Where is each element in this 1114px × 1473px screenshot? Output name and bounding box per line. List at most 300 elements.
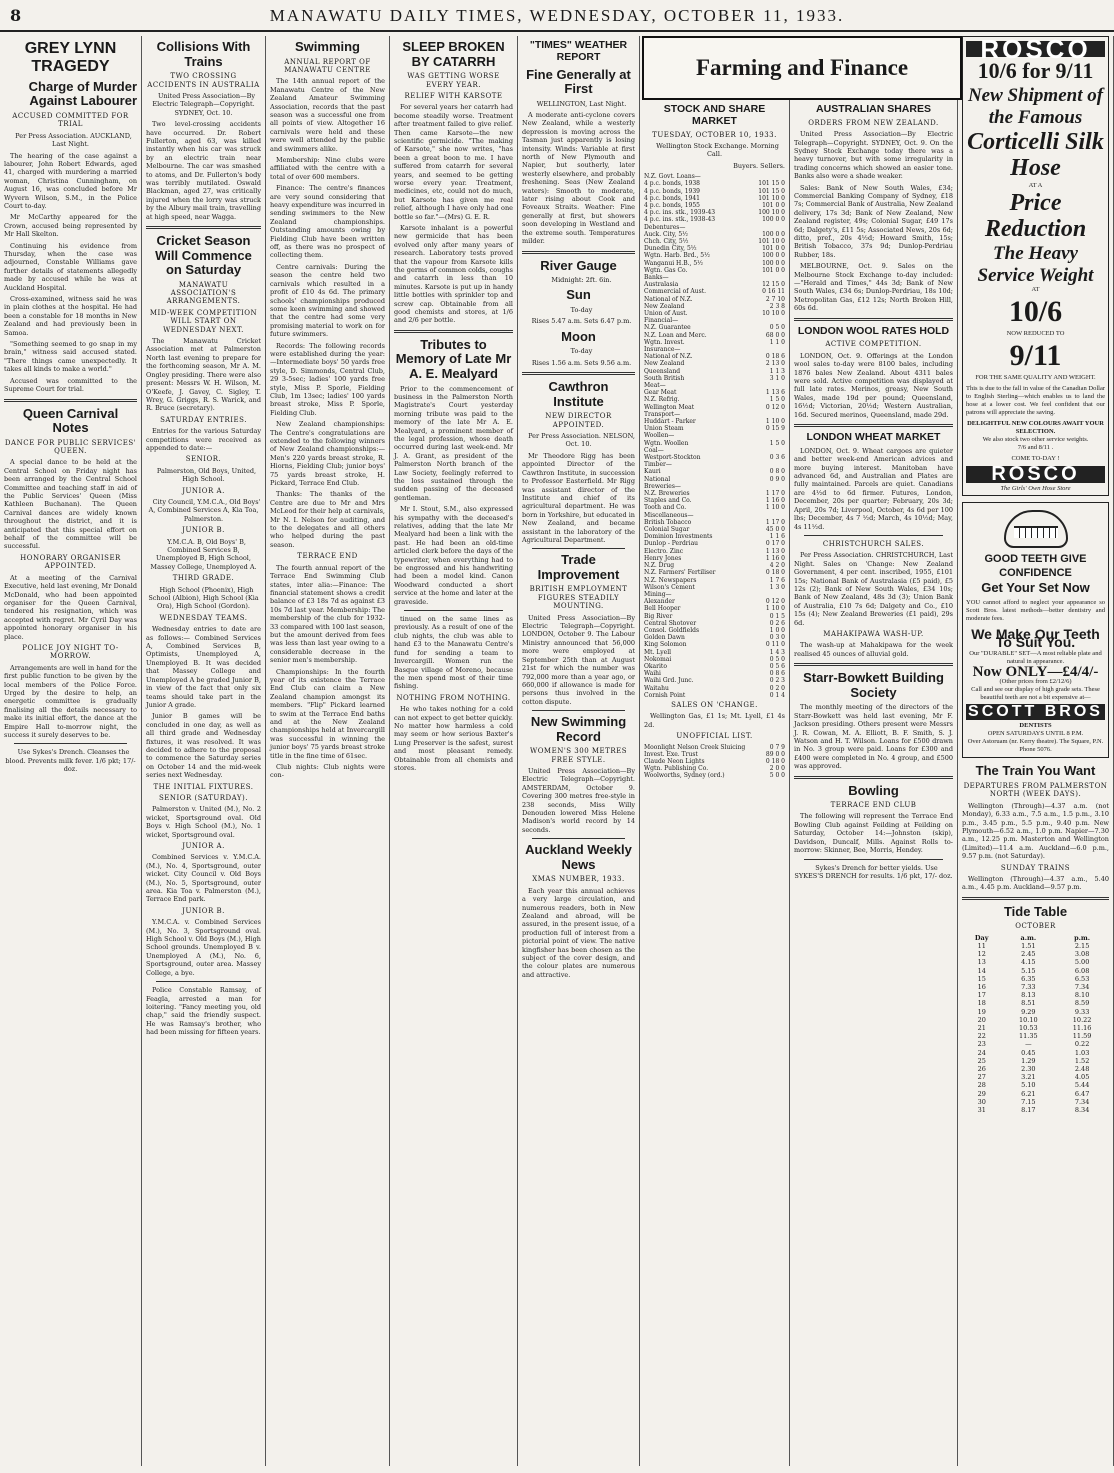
table-cell: 4 p.c. bonds, 1938 (644, 180, 700, 188)
table-cell: 12 15 0 (762, 281, 785, 289)
tide-cell: 30 (977, 1097, 986, 1106)
ad-headline: GOOD TEETH GIVE CONFIDENCE (984, 552, 1087, 580)
dateline: Per Press Association. NELSON, Oct. 10. (528, 432, 635, 449)
tide-cell: 6.35 (1021, 974, 1036, 983)
article-text: A special dance to be held at the Central School on Friday night has been arranged by the Central School Committee and teaching staff in aid of the Public Services' Queen (Miss Kathleen Buchanan). The Queen Carnival dances are widely known throughout the district, and it is anticipated that this special effort on behalf of the committee will be successful. (4, 458, 137, 551)
tide-row (962, 1024, 1109, 1032)
divider (4, 399, 137, 402)
tide-cell: 21 (977, 1023, 986, 1032)
table-cell: 4 p.c. ins. stk., 1938-43 (644, 216, 716, 224)
subhead: HONORARY ORGANISER APPOINTED. (20, 553, 121, 571)
table-row (644, 353, 785, 360)
table-cell: Woolworths, Sydney (ord.) (644, 772, 725, 780)
tide-cell: 0.45 (1021, 1048, 1036, 1057)
divider (532, 838, 625, 839)
subhead: RELIEF WITH KARSOTE (404, 91, 503, 100)
article-text: Wednesday entries to date are as follows:— Combined Services A, Combined Services B, Optimists, Unemployed A, Unemployed B. It was decided that Massey College and Unemployed A be graded Junior B, in view of the fact that only six teams should take part in the Junior A grade. (146, 625, 261, 709)
grade-label: JUNIOR A. (182, 486, 225, 495)
table-row (644, 476, 785, 483)
tide-cell: 10.53 (1019, 1023, 1038, 1032)
table-row (644, 188, 785, 195)
table-cell: 5 0 0 (769, 772, 785, 780)
tide-cell: 25 (977, 1056, 986, 1065)
scott-bros-dentists-ad (962, 502, 1109, 759)
table-cell: 10 10 0 (762, 309, 785, 317)
table-cell: 4 p.c. ins. stk., 1939-43 (644, 209, 716, 217)
table-cell: 0 9 0 (769, 475, 785, 483)
table-cell (747, 447, 785, 454)
subhead: TWO CROSSING ACCIDENTS IN AUSTRALIA (147, 72, 260, 89)
ad-text: AT A (1028, 181, 1043, 189)
table-cell: Okarito (644, 662, 667, 670)
headline-moon: Moon (561, 328, 596, 344)
grade-label: THIRD GRADE. (172, 574, 235, 583)
table-cell: New Zealand (644, 302, 685, 310)
table-cell: Union of Aust. (644, 309, 688, 317)
headline-cawthron: Cawthron Institute (548, 379, 609, 409)
grade-label: JUNIOR B. (182, 906, 225, 915)
table-row (644, 396, 785, 403)
table-cell: N.Z. Breweries (644, 490, 690, 498)
table-cell: 0 15 9 (765, 425, 785, 433)
table-cell: Waitahu (644, 684, 669, 692)
market-columns: Buyers. Sellers. (733, 161, 785, 170)
ad-headline: 10/6 for 9/11 (977, 58, 1094, 84)
table-row (644, 591, 785, 598)
table-row (644, 411, 785, 418)
tide-month: OCTOBER (1015, 922, 1056, 931)
ad-text: New Shipment of the Famous (967, 85, 1104, 129)
table-cell: 1 17 0 (765, 518, 785, 526)
tide-cell: 7.34 (1074, 1097, 1090, 1106)
tide-row (962, 1081, 1109, 1089)
table-cell: 101 10 0 (758, 194, 785, 202)
table-row (644, 173, 785, 180)
unofficial-table (644, 744, 785, 780)
table-row (644, 598, 785, 605)
table-cell: 1 1 0 (769, 338, 785, 346)
headline-train: The Train You Want (975, 763, 1096, 779)
ad-text: Over Astoruam (nr. Kerry theatre). The Square, P.N. Phone 5076. (967, 738, 1104, 754)
banner-title: Farming and Finance (695, 55, 909, 80)
table-cell: Golden Dawn (644, 634, 685, 642)
ad-text: This is due to the fall in value of the Canadian Dollar to English Sterling—which enables us to land the hose at a lower cost. We feel confident that our patrons will appreciate the saving. (966, 385, 1105, 417)
article-text: Arrangements are well in hand for the first public function to be given by the local members of the Police Force. Urged by the desire to help, an energetic committee is gradually finalising all the details necessary to make its initial effort, the dance at the Empire Hall to-morrow night, the success it surely deserves to be. (4, 663, 137, 739)
table-cell: Henry Jones (644, 554, 682, 562)
table-cell: 1 4 3 (769, 648, 785, 656)
divider (14, 743, 127, 744)
table-cell: Debentures— (644, 223, 686, 231)
table-cell: 1 5 0 (769, 396, 785, 404)
table-cell: Wanganui H.B., 5½ (644, 259, 703, 267)
table-cell: N.Z. Refrig. (644, 396, 680, 404)
table-cell: National of N.Z. (644, 353, 693, 361)
subhead: THE INITIAL FIXTURES. (153, 782, 254, 791)
article-text: The wash-up at Mahakipawa for the week realised 45 ounces of alluvial gold. (794, 641, 953, 658)
table-cell: 1 1 3 (769, 367, 785, 375)
tide-cell: 31 (977, 1106, 986, 1115)
table-row (644, 562, 785, 569)
table-cell: 0 1 4 (769, 691, 785, 699)
table-cell: 0 8 6 (769, 670, 785, 678)
tide-cell: 7.15 (1021, 1097, 1036, 1106)
article-text: The Manawatu Cricket Association met at Palmerston North last evening to prepare for the forthcoming season, Mr A. M. Ongley presiding. There were also present: Messrs W. H. Wilson, M. O'Keefe, J. Gavey, C. Sigley, T. Wrey, G. Griggs, R. S. Warick, and R. Bruce (secretary). (146, 337, 261, 413)
table-cell (747, 591, 785, 598)
article-text: Membership: Nine clubs were affiliated with the centre with a total of over 600 members. (270, 156, 385, 181)
tide-row (962, 999, 1109, 1007)
table-cell: 68 0 0 (765, 331, 785, 339)
ad-text: DELIGHTFUL NEW COLOURS AWAIT YOUR SELECTION. (967, 420, 1104, 436)
headline-sun: Sun (566, 287, 591, 303)
tide-row (962, 967, 1109, 975)
tide-cell: 5.44 (1074, 1081, 1090, 1090)
subhead: TERRACE END (297, 552, 358, 561)
table-cell: 45 0 0 (765, 526, 785, 534)
ad-text: The Heavy Service Weight (977, 242, 1094, 286)
table-cell (747, 461, 785, 468)
article-text: Y.M.C.A. v. Combined Services (M.), No. 3, Sportsground oval. High School v. Old Boys (M.), High School grounds. Unemployed B v. Unemployed A (M.), No. 6, Sportsground, outer area. Massey College, a bye. (146, 918, 261, 977)
article-text: Police Constable Ramsay, of Feagla, arrested a man for loitering. "Fancy meeting you, old chap," said the friendly suspect. He was Ramsay's brother, who had been missing for fifteen years. (146, 986, 261, 1037)
table-row (644, 310, 785, 317)
tide-row (962, 1032, 1109, 1040)
table-row (644, 216, 785, 223)
train-times: Wellington (Through)—4.37 a.m. (not Monday), 6.33 a.m., 7.5 a.m., 1.5 p.m., 3.10 p.m., 3.45 p.m., 5.5 p.m., 9.40 p.m. New Plymouth—6.52 a.m., 1.0 p.m. Napier—7.30 a.m., 12.25 p.m. Masterton and Wellington (Limited)—11.4 a.m. Auckland—6.0 p.m., 9.57 p.m. (not Saturday). (962, 801, 1109, 861)
new-price: 9/11 (1009, 339, 1062, 373)
tide-cell: 8.10 (1074, 991, 1090, 1000)
tide-row (962, 1073, 1109, 1081)
table-row (644, 677, 785, 684)
table-row (644, 303, 785, 310)
grade-label: SENIOR. (185, 455, 222, 464)
subhead: NEW DIRECTOR APPOINTED. (545, 412, 612, 429)
table-row (644, 324, 785, 331)
table-cell: Timber— (644, 461, 672, 469)
table-cell: 100 0 0 (762, 259, 785, 267)
article-text: Junior B games will be concluded in one day, as well as all third grade and Wednesday fixtures, it was resolved. It was decided to adhere to the proposal to commence the Saturday series on October 14 and the mid-week series next Wednesday. (146, 712, 261, 780)
ad-text: NOW REDUCED TO (1006, 330, 1065, 338)
dateline: United Press Association—By Electric Telegraph—Copyright. SYDNEY, Oct. 10. (152, 91, 256, 117)
tide-cell: 10.22 (1072, 1015, 1092, 1024)
table-cell: 100 0 0 (762, 252, 785, 260)
headline-wool-rates: LONDON WOOL RATES HOLD (797, 324, 950, 337)
table-cell: Colonial Sugar (644, 526, 690, 534)
farming-finance-banner (642, 36, 962, 100)
grade-label: WEDNESDAY TEAMS. (159, 613, 248, 622)
tide-cell: 29 (977, 1089, 986, 1098)
table-row (644, 288, 785, 295)
tide-cell: 19 (977, 1007, 986, 1016)
article-text: Finance: The centre's finances are very sound considering that heavy expenditure was incurred in sending swimmers to the New Zealand championships. Outstanding amounts owing by Fielding Club have been written off, as there was no prospect of collecting them. (270, 184, 385, 260)
table-cell: 101 15 0 (758, 180, 785, 188)
ad-text: COME TO-DAY ! (1011, 455, 1060, 463)
table-cell: 0 5 6 (769, 662, 785, 670)
table-cell: Consol. Goldfields (644, 626, 700, 634)
table-cell: Coal— (644, 446, 664, 454)
table-cell: 2 0 0 (769, 765, 785, 773)
subhead: DEPARTURES FROM PALMERSTON NORTH (WEEK DAYS). (963, 781, 1108, 799)
table-row (644, 296, 785, 303)
tide-cell: 9.29 (1021, 1007, 1036, 1016)
table-cell: Kauri (644, 468, 661, 476)
tide-cell: 8.17 (1021, 1106, 1036, 1115)
table-row (644, 656, 785, 663)
table-row (644, 758, 785, 765)
table-cell: 4 2 0 (769, 562, 785, 570)
tide-cell: 6.53 (1074, 974, 1090, 983)
article-text: The following will represent the Terrace End Bowling Club against Feilding at Feilding on Saturday, October 14:—Johnston (skip), Davidson, Duncalf, Mills. Against Rolls to-morrow: Skinner, Bee, Morris, Hendey. (794, 812, 953, 855)
tide-cell: 4.15 (1021, 958, 1036, 967)
subhead: MAHAKIPAWA WASH-UP. (823, 629, 924, 638)
headline-starr-bowkett: Starr-Bowkett Building Society (803, 670, 944, 700)
table-row (644, 540, 785, 547)
tide-cell: 6.08 (1074, 966, 1090, 975)
ad-text: We also stock two other service weights. (982, 436, 1089, 444)
article-text: Centre carnivals: During the season the centre held two carnivals which resulted in a profit of £10 4s 6d. The primary schools' championships produced some keen swimming and showed that the centre had some very promising material to work on for future swimmers. (270, 262, 385, 339)
article-text: Mr Theodore Rigg has been appointed Director of the Cawthron Institute, in succession to Professor Easterfield. Mr Rigg was assistant director of the Institute and chief of its agricultural department. He was born in Yorkshire, but educated in New Zealand, and became assistant in the laboratory of the Agricultural Department. (522, 451, 635, 544)
headline-stock-market: STOCK AND SHARE MARKET (663, 103, 766, 127)
table-cell (747, 411, 785, 418)
table-row (644, 440, 785, 447)
table-row (644, 425, 785, 432)
team-list: High School (Phoenix), High School (Albion), High School (Kia Ora), High School (Gordon). (148, 585, 259, 611)
table-cell: Electro. Zinc (644, 547, 684, 555)
table-cell: 1 13 6 (765, 389, 785, 397)
tide-header-cell: p.m. (1074, 933, 1091, 942)
subhead: ORDERS FROM NEW ZEALAND. (808, 118, 939, 127)
table-cell: Gear Meat (644, 389, 677, 397)
table-row (644, 202, 785, 209)
ad-text: Price Reduction (984, 189, 1087, 243)
headline-weather-report: "TIMES" WEATHER REPORT (529, 39, 628, 63)
ad-price: Now ONLY—£4/4/- (972, 663, 1099, 680)
table-cell: 0 16 11 (762, 288, 785, 296)
tide-cell: 18 (977, 999, 986, 1008)
table-cell: 1 17 0 (765, 490, 785, 498)
article-text: United Press Association—By Electric Telegraph—Copyright. SYDNEY, Oct. 9. On the Sydney Stock Exchange today there was a heavy turnover, but with some irregularity in trading concerns which showed an easier tone. Banks also were a shade weaker. (794, 130, 953, 181)
divider (532, 710, 625, 711)
article-text: Per Press Association. CHRISTCHURCH, Last Night. Sales on 'Change: New Zealand Government, 4 per cent. inscribed, 1955, £101 15s; National Bank of Australasia (£5 paid), £5 12s (2); Bank of New South Wales, £34 10s; Bank of New Zealand, 48s 3d (3); Union Bank of Australia, £10 7s 6d; Dalgety and Co., £10 15s (4); New Zealand Breweries (£1 paid), 29s 6d. (794, 551, 953, 627)
table-cell: 2 7 10 (765, 295, 785, 303)
table-cell: Dunlop - Perdriau (644, 540, 699, 548)
table-row (644, 605, 785, 612)
table-row (644, 195, 785, 202)
table-cell: N.Z. Guarantee (644, 324, 691, 332)
column-3 (266, 36, 390, 1466)
table-cell: 101 0 0 (762, 201, 785, 209)
table-cell: Breweries— (644, 482, 681, 490)
table-cell: 0 3 6 (769, 454, 785, 462)
tide-cell: 9.33 (1074, 1007, 1090, 1016)
table-cell: 4 p.c. bonds, 1955 (644, 201, 700, 209)
teeth-icon (1004, 510, 1068, 548)
table-cell: Mt. Lyell (644, 648, 672, 656)
table-cell: 101 10 0 (758, 237, 785, 245)
divider (794, 318, 953, 321)
tide-cell: 17 (977, 991, 986, 1000)
table-cell: 2 3 8 (769, 302, 785, 310)
ad-sykes-drench: Use Sykes's Drench. Cleanses the blood. Prevents milk fever. 1/6 pkt; 17/- doz. (5, 748, 136, 774)
table-row (644, 274, 785, 281)
table-cell: Dunedin City, 5½ (644, 245, 697, 253)
table-cell: 101 0 0 (762, 266, 785, 274)
tide-cell: 1.51 (1021, 941, 1036, 950)
tide-cell: 8.34 (1074, 1106, 1090, 1115)
table-row (644, 533, 785, 540)
sun-today: To-day (570, 306, 593, 314)
table-cell: 0 18 6 (765, 353, 785, 361)
table-row (644, 339, 785, 346)
table-cell: Wgtn. Woollen (644, 439, 689, 447)
page-number: 8 (10, 6, 22, 25)
table-cell: Commercial of Aust. (644, 288, 707, 296)
table-cell: Waihi (644, 670, 661, 678)
table-cell: National of N.Z. (644, 295, 693, 303)
subhead: WAS GETTING WORSE EVERY YEAR. (407, 72, 500, 89)
tide-header-cell: Day (974, 933, 989, 942)
article-text: Mr I. Stout, S.M., also expressed his sympathy with the deceased's relatives, adding that the late Mr Mealyard had been a link with the past. He had been an old-time articled clerk before the days of the typewriter, when everything had to be engrossed and his handwriting had been a model kind. Canon Woodward conducted a short service at the home and later at the graveside. (394, 505, 513, 606)
table-row (644, 238, 785, 245)
table-row (644, 685, 785, 692)
article-text: MELBOURNE, Oct. 9. Sales on the Melbourne Stock Exchange to-day included:—"Herald and Times," 44s 3d; Bank of New South Wales, £34 6s; Dunlop-Perdriau, 18s 10d; Metropolitan Gas, £12 12s; North Broken Hill, 60s 6d. (794, 262, 953, 313)
table-row (644, 627, 785, 634)
tide-cell: 11.16 (1072, 1023, 1092, 1032)
tide-cell: 3.21 (1021, 1073, 1036, 1082)
headline-bowling: Bowling (848, 782, 899, 798)
table-cell: Wgtn. Gas Co. (644, 266, 688, 274)
table-cell: Nokomai (644, 655, 672, 663)
table-row (644, 569, 785, 576)
headline-cricket-season: Cricket Season Will Commence on Saturday (155, 233, 252, 278)
table-row (644, 519, 785, 526)
headline-wheat-market: LONDON WHEAT MARKET (806, 431, 941, 444)
table-cell: Waihi Grd. Junc. (644, 677, 694, 685)
table-cell: 4 p.c. bonds, 1939 (644, 187, 700, 195)
table-row (644, 512, 785, 519)
article-text: United Press Association—By Electric Telegraph—Copyright. LONDON, October 9. The Labour Ministry announced that 56,000 more were employed at September 25th than at August 21st for which the number was 792,000 more than a year ago, or 660,000 if allowance is made for persons thus involved in the cotton dispute. (522, 613, 635, 706)
table-cell: Invest. Exe. Trust (644, 750, 698, 758)
headline-queen-carnival: Queen Carnival Notes (22, 405, 119, 436)
article-text: United Press Association—By Electric Telegraph—Copyright. AMSTERDAM, October 9. Covering 300 metres free-style in 238 seconds, Miss Willy Denouden lowered Miss Helene Madison's world record by 14 seconds. (522, 767, 635, 834)
headline-fine-generally: Fine Generally at First (526, 66, 631, 97)
divider (156, 981, 251, 982)
table-cell (747, 224, 785, 231)
ad-text: Call and see our display of high grade sets. These beautiful teeth are not a bit expensive at— (971, 685, 1100, 701)
table-cell: Queensland (644, 367, 681, 375)
subhead: XMAS NUMBER, 1933. (532, 875, 625, 884)
table-row (644, 432, 785, 439)
headline-grey-lynn: GREY LYNN TRAGEDY (24, 40, 117, 75)
tide-cell: 1.03 (1074, 1048, 1090, 1057)
table-cell: 1 10 0 (765, 605, 785, 613)
table-cell: 1 3 0 (769, 583, 785, 591)
stock-table (644, 173, 785, 699)
table-row (644, 692, 785, 699)
masthead (0, 0, 1114, 32)
table-row (644, 281, 785, 288)
table-cell: New Zealand (644, 360, 685, 368)
article-text: "Something seemed to go snap in my brain," witness said accused stated. "There things came unexpectedly. It takes all kinds to make a world." (4, 340, 137, 374)
divider (522, 251, 635, 254)
article-text: tinued on the same lines as previously. As a result of one of the club nights, the club was able to hand £3 to the Manawatu Centre's fund for sending a team to Invercargill. Women run the Basque village of Moreno, because the men spend most of their time fishing. (394, 615, 513, 691)
table-cell (747, 432, 785, 439)
newspaper-title: MANAWATU DAILY TIMES, WEDNESDAY, OCTOBER 11, 1933. (269, 6, 845, 25)
tide-cell: 7.33 (1021, 982, 1036, 991)
grade-label: SENIOR (SATURDAY). (158, 793, 249, 802)
rosco-logo: ROSCO (966, 41, 1105, 57)
table-cell: National (644, 475, 671, 483)
table-cell: Huddart - Parker (644, 418, 696, 426)
table-cell: 0 11 0 (765, 641, 785, 649)
article-text: Accused was committed to the Supreme Court for trial. (4, 376, 137, 394)
tide-cell: 3.08 (1074, 950, 1090, 959)
table-cell: Big River (644, 612, 673, 620)
article-text: Two level-crossing accidents have occurred. Dr. Robert Fullerton, aged 63, was killed instantly when his car was struck by an electric train near Melbourne. The car was smashed to atoms, and Dr. Fullerton's body was terribly mutilated. Oswald Blackman, aged 27, was critically injured when the lorry was struck by the Albury mail train, travelling at high speed, near Wagga. (146, 120, 261, 221)
table-cell: 1 16 0 (765, 554, 785, 562)
article-text: Entries for the various Saturday competitions were received as appended to date:— (146, 427, 261, 452)
table-row (644, 317, 785, 324)
table-cell: 1 16 0 (765, 497, 785, 505)
tide-table (962, 934, 1109, 1114)
table-cell: 1 10 0 (765, 418, 785, 426)
tide-row (962, 1049, 1109, 1057)
table-cell: Insurance— (644, 346, 681, 353)
ad-headline: Get Your Set Now (981, 580, 1090, 596)
ad-text: OPEN SATURDAYS UNTIL 8 P.M. (987, 730, 1084, 738)
table-cell: 0 2 6 (769, 619, 785, 627)
table-row (644, 375, 785, 382)
table-cell: 1 10 0 (765, 504, 785, 512)
article-text: The hearing of the case against a labourer, John Robert Edwards, aged 41, charged with murdering a married woman, Christina Cunningham, on August 16, was concluded before Mr Wyvern Wilson, S.M., in the Police Court to-day. (4, 151, 137, 210)
table-cell: Tooth and Co. (644, 504, 687, 512)
table-row (644, 555, 785, 562)
tide-cell: 11.59 (1072, 1032, 1092, 1041)
tide-cell: 12 (977, 950, 986, 959)
table-cell: 100 0 0 (762, 230, 785, 238)
table-cell: 0 17 0 (765, 540, 785, 548)
tide-cell: 26 (977, 1065, 986, 1073)
tide-cell: 24 (977, 1048, 986, 1057)
tide-cell: 11.35 (1019, 1032, 1038, 1041)
table-row (644, 224, 785, 231)
scott-bros-logo: SCOTT BROS (966, 704, 1105, 720)
tide-cell: 2.15 (1074, 941, 1090, 950)
column-7 (790, 100, 958, 1466)
divider (146, 226, 261, 229)
subhead: POLICE JOY NIGHT TO-MORROW. (22, 643, 119, 661)
table-cell: 101 0 0 (762, 245, 785, 253)
table-row (644, 468, 785, 475)
headline-swimming: Swimming (294, 39, 360, 54)
table-cell: 1 5 0 (769, 439, 785, 447)
ad-text: DENTISTS (1019, 722, 1052, 730)
table-row (644, 461, 785, 468)
article-text: Club nights: Club nights were con- (270, 763, 385, 780)
table-cell (747, 274, 785, 281)
table-cell: 0 2 0 (769, 684, 785, 692)
divider (804, 535, 943, 536)
table-row (644, 504, 785, 511)
tide-cell: 2.45 (1021, 950, 1036, 959)
headline-collisions: Collisions With Trains (156, 39, 251, 69)
table-row (644, 649, 785, 656)
tide-cell: 4.05 (1074, 1073, 1090, 1082)
tide-cell: — (1025, 1040, 1032, 1049)
article-text: At a meeting of the Carnival Executive, held last evening, Mr Donald McDonald, who had been appointed organiser for the Queen Carnival, tendered his resignation, which was accepted with regret. Mr Cyril Day was appointed honorary organiser in his place. (4, 573, 137, 641)
table-cell: Wilson's Cement (644, 583, 695, 591)
tide-row (962, 1090, 1109, 1098)
tide-header-row (962, 934, 1109, 942)
table-cell: 4 p.c. bonds, 1941 (644, 194, 700, 202)
